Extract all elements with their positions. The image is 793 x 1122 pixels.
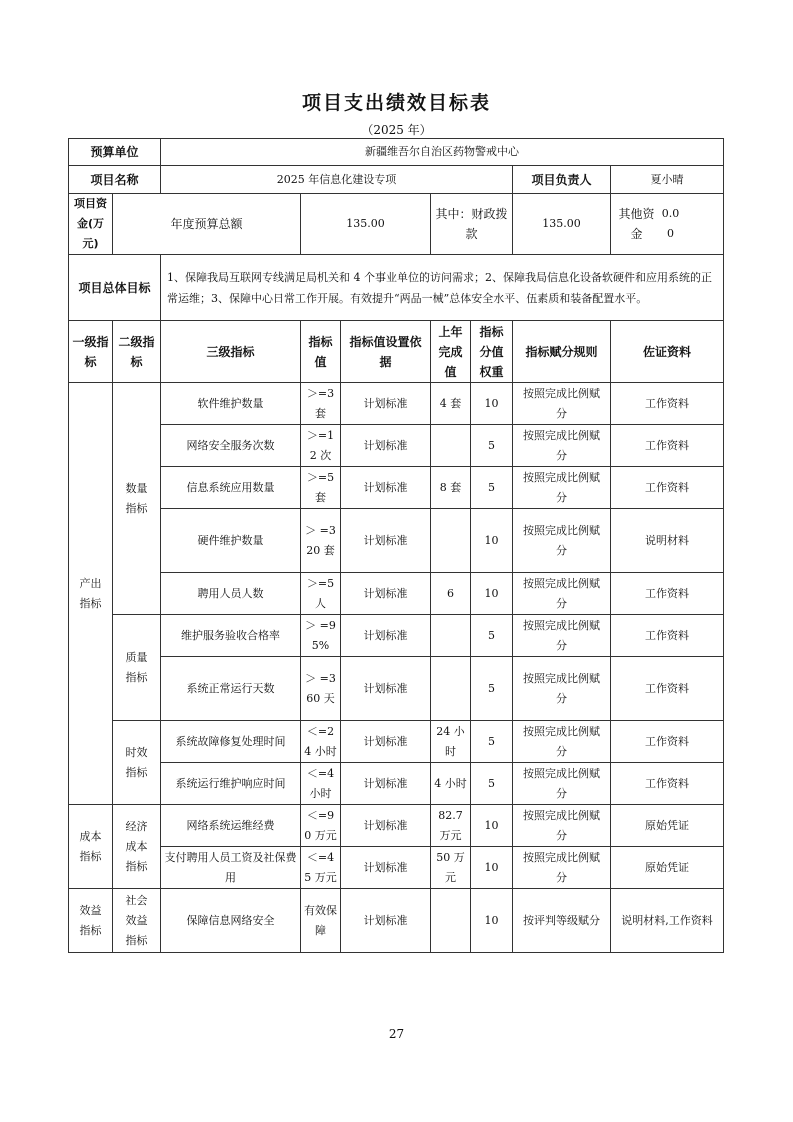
table-row [69,657,724,721]
project-name-row [69,166,724,194]
indicator-value: ＞=5 套 [301,467,341,509]
fiscal-funds-value: 135.00 [513,194,611,255]
header-evidence: 佐证资料 [611,321,724,383]
indicator-value: ＞=12 次 [301,425,341,467]
indicator-weight: 5 [471,657,513,721]
table-row [69,847,724,889]
indicator-last-year: 8 套 [431,467,471,509]
header-level3: 三级指标 [161,321,301,383]
annual-budget-value: 135.00 [301,194,431,255]
indicator-last-year: 82.7 万元 [431,805,471,847]
indicator-evidence: 工作资料 [611,467,724,509]
indicator-rule: 按照完成比例赋分 [513,657,611,721]
indicator-last-year: 24 小时 [431,721,471,763]
indicator-basis: 计划标准 [341,383,431,425]
indicator-last-year: 4 小时 [431,763,471,805]
indicator-rule: 按照完成比例赋分 [513,383,611,425]
indicator-last-year: 4 套 [431,383,471,425]
indicator-basis: 计划标准 [341,657,431,721]
indicator-value: ＞=3 套 [301,383,341,425]
header-rule: 指标赋分规则 [513,321,611,383]
group-cost: 成本指标 [69,805,113,889]
overall-goal-label: 项目总体目标 [69,255,161,321]
indicator-value: ＞ =320 套 [301,509,341,573]
annual-budget-label: 年度预算总额 [113,194,301,255]
indicator-weight: 5 [471,467,513,509]
indicator-name: 信息系统应用数量 [161,467,301,509]
table-row [69,889,724,953]
indicator-weight: 10 [471,805,513,847]
indicator-weight: 10 [471,509,513,573]
indicator-evidence: 工作资料 [611,383,724,425]
project-name-label: 项目名称 [69,166,161,194]
indicator-rule: 按评判等级赋分 [513,889,611,953]
indicator-rule: 按照完成比例赋分 [513,573,611,615]
group-quality: 质量指标 [113,615,161,721]
indicator-basis: 计划标准 [341,721,431,763]
project-funds-label: 项目资金(万元) [69,194,113,255]
indicator-rule: 按照完成比例赋分 [513,805,611,847]
table-row [69,615,724,657]
indicator-evidence: 工作资料 [611,721,724,763]
project-leader-value: 夏小晴 [611,166,724,194]
table-row [69,805,724,847]
indicator-value: ＜=24 小时 [301,721,341,763]
other-funds-label: 其他资金 [618,207,655,241]
indicator-value: ＞=5 人 [301,573,341,615]
indicator-basis: 计划标准 [341,889,431,953]
indicator-evidence: 工作资料 [611,657,724,721]
overall-goal-row [69,255,724,321]
table-row [69,509,724,573]
indicator-name: 硬件维护数量 [161,509,301,573]
indicator-rule: 按照完成比例赋分 [513,847,611,889]
indicator-last-year: 6 [431,573,471,615]
project-name-value: 2025 年信息化建设专项 [161,166,513,194]
indicator-evidence: 说明材料 [611,509,724,573]
project-funds-row [69,194,724,255]
indicator-weight: 10 [471,847,513,889]
indicator-rule: 按照完成比例赋分 [513,763,611,805]
indicator-value: ＞ =95% [301,615,341,657]
indicator-name: 聘用人员人数 [161,573,301,615]
indicator-value: ＜=45 万元 [301,847,341,889]
indicator-last-year [431,509,471,573]
indicator-name: 维护服务验收合格率 [161,615,301,657]
group-quantity: 数量指标 [113,383,161,615]
header-last-year: 上年完成值 [431,321,471,383]
indicator-value: ＞ =360 天 [301,657,341,721]
indicator-weight: 10 [471,573,513,615]
document-title: 项目支出绩效目标表 [301,92,491,114]
group-economic-cost: 经济成本指标 [113,805,161,889]
indicator-evidence: 原始凭证 [611,805,724,847]
indicator-weight: 5 [471,615,513,657]
performance-target-table [68,138,724,953]
indicator-name: 系统运行维护响应时间 [161,763,301,805]
table-row [69,383,724,425]
indicator-basis: 计划标准 [341,467,431,509]
indicator-last-year [431,615,471,657]
indicator-basis: 计划标准 [341,847,431,889]
table-row [69,721,724,763]
indicator-evidence: 工作资料 [611,615,724,657]
indicator-rule: 按照完成比例赋分 [513,721,611,763]
group-timeliness: 时效指标 [113,721,161,805]
indicator-evidence: 原始凭证 [611,847,724,889]
table-row [69,573,724,615]
other-funds-value: 0.00 [661,207,680,240]
budget-unit-row [69,139,724,166]
indicator-weight: 10 [471,383,513,425]
indicator-rule: 按照完成比例赋分 [513,509,611,573]
header-basis: 指标值设置依据 [341,321,431,383]
indicator-basis: 计划标准 [341,615,431,657]
indicator-value: ＜=4 小时 [301,763,341,805]
group-social-benefit: 社会效益指标 [113,889,161,953]
indicator-basis: 计划标准 [341,763,431,805]
indicator-value: 有效保障 [301,889,341,953]
group-output: 产出指标 [69,383,113,805]
indicator-value: ＜=90 万元 [301,805,341,847]
indicator-evidence: 工作资料 [611,425,724,467]
indicator-name: 支付聘用人员工资及社保费用 [161,847,301,889]
table-row [69,467,724,509]
indicator-name: 网络安全服务次数 [161,425,301,467]
indicator-basis: 计划标准 [341,425,431,467]
indicator-name: 系统故障修复处理时间 [161,721,301,763]
budget-unit-label: 预算单位 [69,139,161,166]
overall-goal-text: 1、保障我局互联网专线满足局机关和 4 个事业单位的访问需求；2、保障我局信息化设备软硬件和应用系统的正常运维；3、保障中心日常工作开展。有效提升“两品一械”总体安全水平、伍素质和装备配置水平。 [161,255,724,321]
indicator-evidence: 工作资料 [611,763,724,805]
indicator-weight: 5 [471,425,513,467]
table-row [69,425,724,467]
indicator-basis: 计划标准 [341,509,431,573]
indicator-rule: 按照完成比例赋分 [513,615,611,657]
indicator-last-year: 50 万元 [431,847,471,889]
indicator-evidence: 说明材料,工作资料 [611,889,724,953]
indicator-name: 软件维护数量 [161,383,301,425]
budget-unit-value: 新疆维吾尔自治区药物警戒中心 [161,139,724,166]
indicator-basis: 计划标准 [341,573,431,615]
indicator-name: 保障信息网络安全 [161,889,301,953]
indicator-weight: 10 [471,889,513,953]
page-number: 27 [388,1027,405,1041]
header-level1: 一级指标 [69,321,113,383]
indicator-weight: 5 [471,721,513,763]
header-value: 指标值 [301,321,341,383]
indicator-last-year [431,889,471,953]
fiscal-funds-label: 其中：财政拨款 [431,194,513,255]
header-weight: 指标分值权重 [471,321,513,383]
indicator-evidence: 工作资料 [611,573,724,615]
indicator-name: 网络系统运维经费 [161,805,301,847]
indicator-last-year [431,425,471,467]
indicator-basis: 计划标准 [341,805,431,847]
group-benefit: 效益指标 [69,889,113,953]
document-year: （2025 年） [361,123,432,137]
project-leader-label: 项目负责人 [513,166,611,194]
other-funds-cell [611,194,724,255]
header-level2: 二级指标 [113,321,161,383]
indicator-rule: 按照完成比例赋分 [513,467,611,509]
indicator-last-year [431,657,471,721]
indicator-weight: 5 [471,763,513,805]
table-row [69,763,724,805]
indicator-header-row [69,321,724,383]
indicator-name: 系统正常运行天数 [161,657,301,721]
indicator-rule: 按照完成比例赋分 [513,425,611,467]
